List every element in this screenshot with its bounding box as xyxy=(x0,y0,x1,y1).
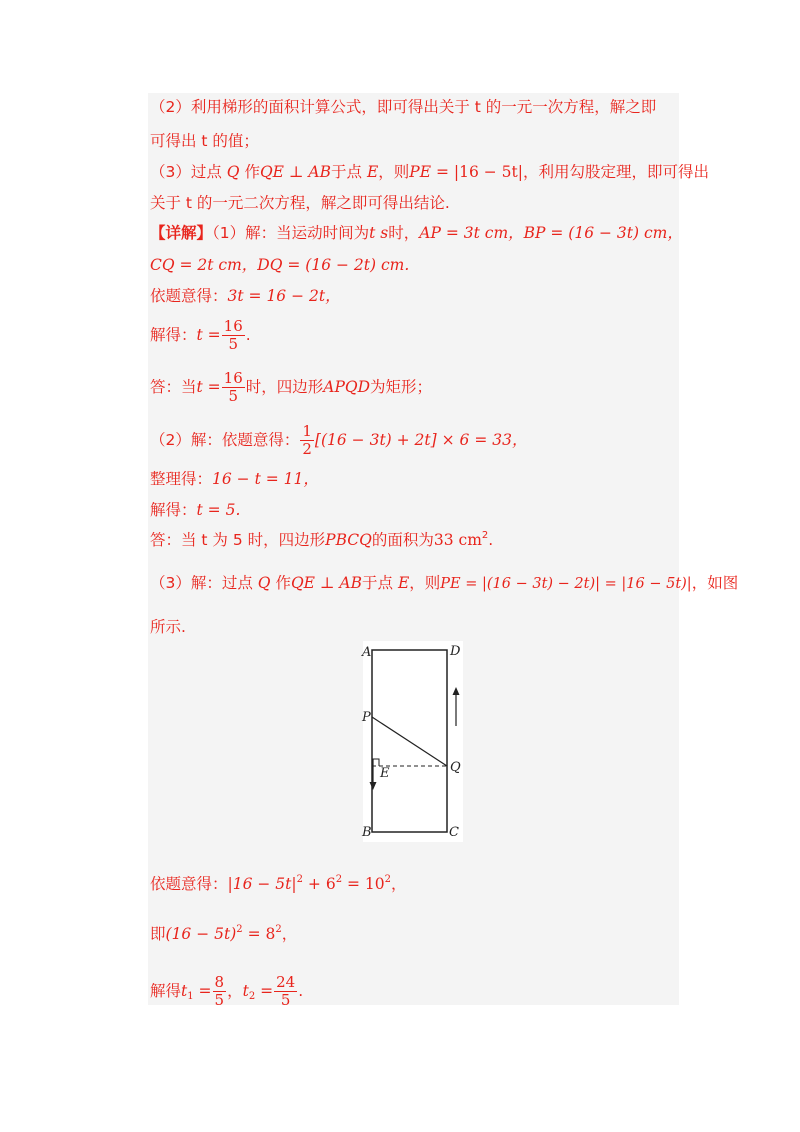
fraction xyxy=(222,318,245,353)
text: 依题意得： xyxy=(150,875,228,893)
solution-3-line-1 xyxy=(150,573,738,594)
text: 于点 xyxy=(331,163,367,181)
math-expr: |16 − 5t| xyxy=(227,875,297,893)
solution-2-equation xyxy=(150,423,527,458)
text: 的面积为 xyxy=(371,531,434,549)
label-b: B xyxy=(362,825,372,840)
superscript: 2 xyxy=(384,874,392,885)
text: ，利用勾股定理，即可得出 xyxy=(522,163,709,181)
text: 解得： xyxy=(150,501,197,519)
solution-2-answer xyxy=(150,530,493,550)
text: ， xyxy=(227,982,243,1000)
solution-1-line-2 xyxy=(150,255,409,275)
text: . xyxy=(298,982,304,1000)
text: 依题意得： xyxy=(150,287,228,305)
fraction xyxy=(274,974,297,1009)
text: 答：当 t 为 5 时，四边形 xyxy=(150,531,326,549)
text: ，则 xyxy=(409,574,441,592)
subscript: 1 xyxy=(187,991,194,1002)
solution-2-result xyxy=(150,500,240,520)
denominator: 5 xyxy=(228,335,238,353)
text: 作 xyxy=(270,574,291,592)
math-expr: CQ = 2t cm，DQ = (16 − 2t) cm. xyxy=(150,256,410,274)
label-q: Q xyxy=(450,760,461,775)
denominator: 5 xyxy=(214,991,225,1009)
fraction xyxy=(300,423,314,458)
solution-3-result xyxy=(150,974,303,1009)
numerator: 24 xyxy=(276,973,296,991)
text: 答：当 xyxy=(150,378,197,396)
numerator: 1 xyxy=(302,422,312,440)
math-var: Q xyxy=(226,163,240,181)
text: 为矩形； xyxy=(370,378,433,396)
denominator: 5 xyxy=(280,991,291,1009)
numerator: 16 xyxy=(223,369,243,387)
text: 解得 xyxy=(150,982,182,1000)
math-expr: PE = |(16 − 3t) − 2t)| = |16 − 5t)| xyxy=(440,576,692,592)
superscript: 2 xyxy=(296,874,303,885)
math-expr: + 6 xyxy=(303,875,336,893)
text: 作 xyxy=(239,163,260,181)
text: ， xyxy=(391,875,407,893)
denominator: 2 xyxy=(302,440,312,458)
text: ，如图 xyxy=(691,574,739,592)
math-expr: = 8 xyxy=(242,925,276,943)
rectangle-figure xyxy=(363,641,463,842)
math-expr: (16 − 5t) xyxy=(165,925,237,943)
detail-heading: 【详解】 xyxy=(150,224,213,242)
superscript: 2 xyxy=(481,530,489,541)
text: 于点 xyxy=(362,574,398,592)
segment-pq xyxy=(372,717,447,766)
solution-3-equation xyxy=(150,874,407,894)
math-var: Q xyxy=(257,574,271,592)
label-c: C xyxy=(449,825,459,840)
math-expr: t s xyxy=(369,224,389,242)
math-expr: AP = 3t cm，BP = (16 − 3t) cm， xyxy=(419,224,683,242)
math-expr: t = 5. xyxy=(196,501,241,519)
numerator: 16 xyxy=(223,317,243,335)
analysis-line-2-part2 xyxy=(150,131,259,151)
text: （3）过点 xyxy=(150,163,227,181)
math-var: PE xyxy=(409,163,432,181)
label-d: D xyxy=(450,644,461,659)
solution-3-simplify xyxy=(150,924,297,944)
label-p: P xyxy=(362,710,371,725)
fraction xyxy=(222,370,245,405)
solution-2-simplify xyxy=(150,469,319,489)
analysis-line-2-part1 xyxy=(150,97,656,117)
math-expr: 16 − t = 11， xyxy=(212,470,319,488)
label-a: A xyxy=(362,645,372,660)
math-var: t xyxy=(242,982,249,1000)
solution-1-answer xyxy=(150,370,432,405)
fraction xyxy=(213,974,227,1009)
math-expr: t = xyxy=(196,378,221,396)
text: 解得： xyxy=(150,326,197,344)
text: （2）解：依题意得： xyxy=(150,431,300,449)
superscript: 2 xyxy=(275,924,282,935)
label-e: E xyxy=(380,766,390,781)
text: 整理得： xyxy=(150,470,213,488)
subscript: 2 xyxy=(248,991,256,1002)
superscript: 2 xyxy=(236,924,243,935)
math-expr: = xyxy=(255,982,274,1000)
text: ， xyxy=(281,925,298,943)
math-expr: 3t = 16 − 2t， xyxy=(227,287,341,305)
denominator: 5 xyxy=(228,387,238,405)
math-var: E xyxy=(397,574,410,592)
math-var: PBCQ xyxy=(325,531,372,549)
math-var: APQD xyxy=(323,378,371,396)
text: （3）解：过点 xyxy=(150,574,258,592)
analysis-line-3-part2 xyxy=(150,193,450,213)
text: . xyxy=(488,531,494,549)
solution-3-line-2 xyxy=(150,617,186,637)
text: 关于 t 的一元二次方程，解之即可得出结论. xyxy=(150,194,450,212)
text: （1）解：当运动时间为 xyxy=(212,224,370,242)
math-expr: = 10 xyxy=(342,875,385,893)
superscript: 2 xyxy=(335,874,343,885)
solution-1-equation xyxy=(150,286,341,306)
math-expr: = xyxy=(193,982,212,1000)
text: 时， xyxy=(388,224,420,242)
text: （2）利用梯形的面积计算公式，即可得出关于 t 的一元一次方程，解之即 xyxy=(150,98,657,116)
math-expr: 33 cm xyxy=(433,531,482,549)
solution-1-result xyxy=(150,318,251,353)
analysis-line-3-part1 xyxy=(150,162,709,182)
text: . xyxy=(245,326,251,344)
math-expr: [(16 − 3t) + 2t] × 6 = 33， xyxy=(314,431,528,449)
arrow-up-icon xyxy=(453,687,460,695)
arrow-down-icon xyxy=(370,782,377,790)
figure-svg xyxy=(363,641,463,842)
math-expr: QE ⊥ AB xyxy=(259,163,331,181)
numerator: 8 xyxy=(214,973,225,991)
math-expr: QE ⊥ AB xyxy=(290,574,362,592)
text: 可得出 t 的值； xyxy=(150,132,259,150)
math-expr: t = xyxy=(196,326,221,344)
text: ，则 xyxy=(378,163,410,181)
math-var: E xyxy=(366,163,379,181)
text: 所示. xyxy=(150,618,186,636)
solution-1-line-1 xyxy=(150,223,683,243)
text: 即 xyxy=(150,925,166,943)
math-expr: = |16 − 5t| xyxy=(431,163,523,181)
text: 时，四边形 xyxy=(245,378,324,396)
math-var: t xyxy=(181,982,188,1000)
